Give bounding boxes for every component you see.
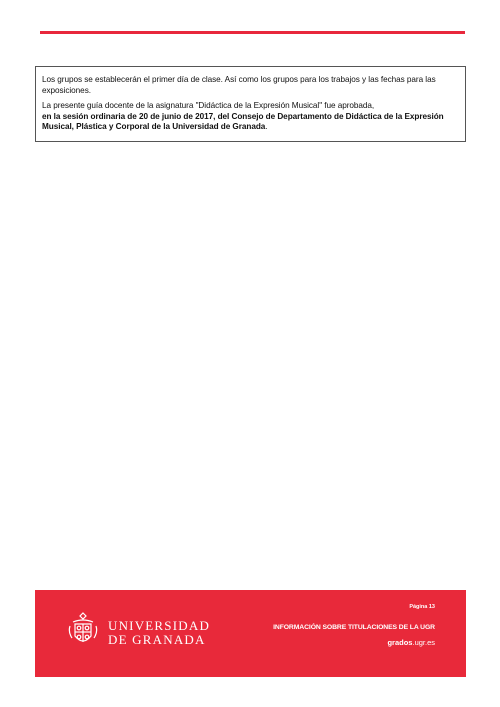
university-name-line2: DE GRANADA	[108, 632, 206, 647]
top-rule	[40, 31, 465, 34]
grados-link-domain: .ugr.es	[412, 638, 435, 647]
university-crest-icon	[67, 610, 99, 650]
university-name-line1: UNIVERSIDAD	[108, 618, 211, 633]
page-number: Página 13	[409, 604, 435, 610]
approval-paragraph	[42, 101, 459, 133]
grados-link[interactable]	[387, 638, 435, 647]
approval-intro: La presente guía docente de la asignatura "Didáctica de la Expresión Musical" fue aprobada,	[42, 101, 375, 110]
info-heading: INFORMACIÓN SOBRE TITULACIONES DE LA UGR	[273, 624, 435, 631]
approval-end: .	[265, 122, 268, 131]
grados-link-bold: grados	[387, 638, 413, 647]
footer-banner	[35, 590, 466, 677]
approval-bold: en la sesión ordinaria de 20 de junio de 2017, del Consejo de Departamento de Didáctica de la Expresión Musical, Plástica y Corporal de la Universidad de Granada	[42, 111, 444, 131]
groups-paragraph: Los grupos se establecerán el primer día de clase. Así como los grupos para los trabajos y las fechas para las exposiciones.	[42, 75, 436, 95]
content-box	[35, 66, 466, 142]
